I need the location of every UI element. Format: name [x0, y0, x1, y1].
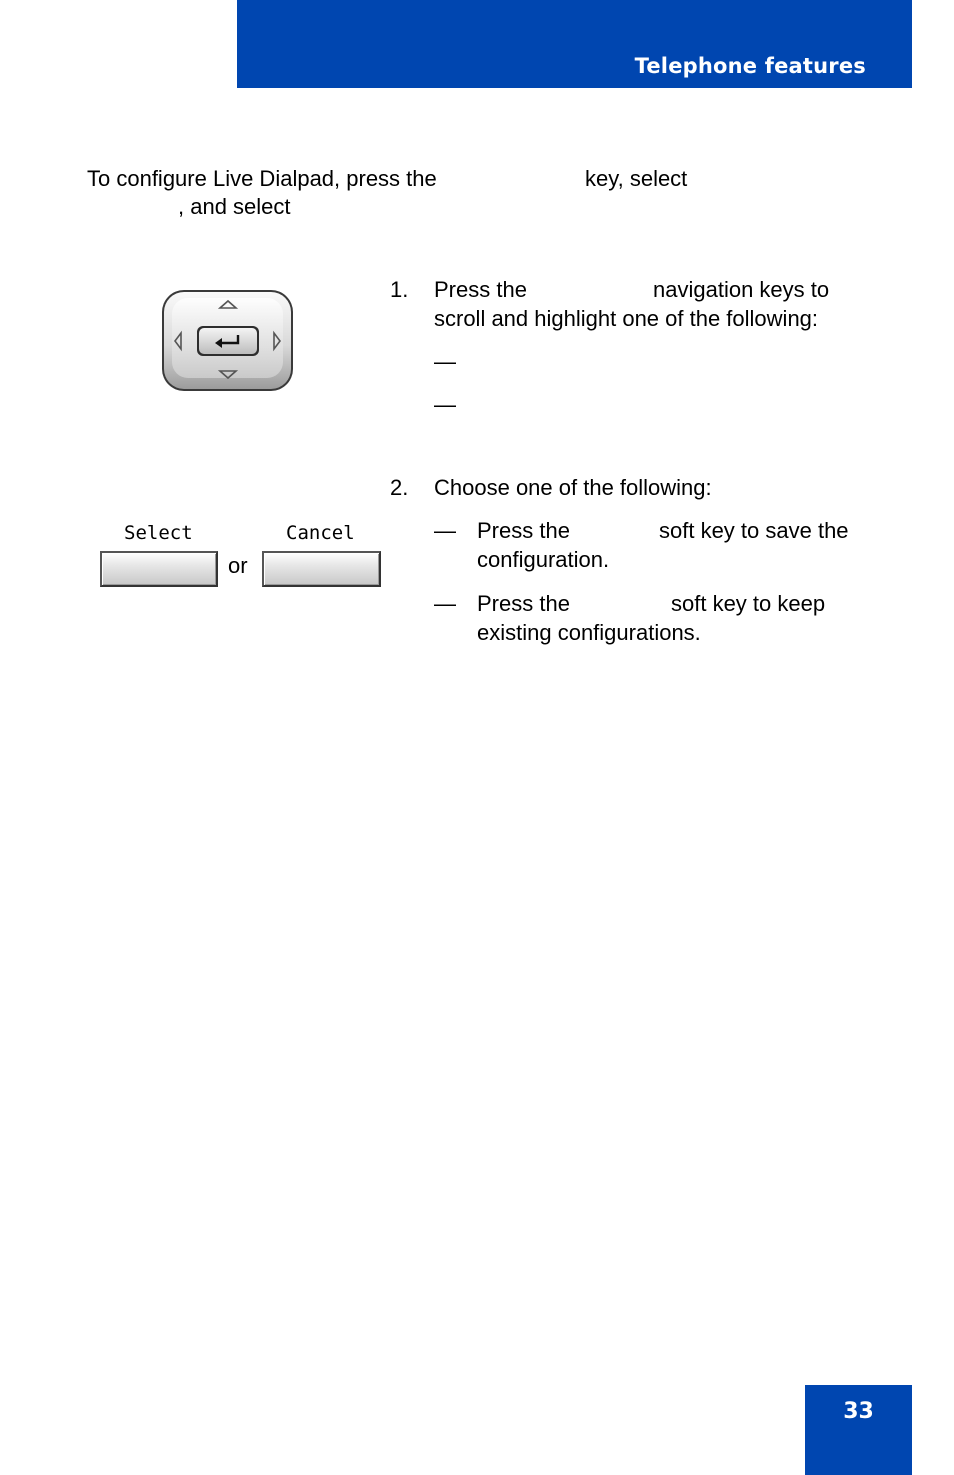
step-2-option-2-text-a: Press the: [477, 591, 570, 616]
step-2-option-1-line2: configuration.: [477, 547, 610, 572]
step-1-option-dash-1: —: [434, 349, 456, 374]
step-2-number: 2.: [390, 475, 409, 500]
intro-line-1a: To configure Live Dialpad, press the: [87, 166, 437, 191]
step-1-number: 1.: [390, 277, 409, 302]
step-1-text-a: Press the: [434, 277, 527, 302]
intro-line-2: , and select: [178, 194, 291, 219]
or-text: or: [228, 553, 248, 578]
cancel-softkey-label: Cancel: [286, 522, 355, 544]
step-1-text-b: navigation keys to: [653, 277, 830, 302]
step-2-option-1-dash: —: [434, 518, 456, 543]
step-1-option-dash-2: —: [434, 392, 456, 417]
header-title: Telephone features: [634, 54, 866, 78]
page-number: 33: [843, 1399, 874, 1424]
step-2-option-2-dash: —: [434, 591, 456, 616]
select-softkey-button[interactable]: [100, 551, 218, 587]
intro-line-1b: key, select: [585, 166, 688, 191]
navigation-key-cluster-icon: [160, 288, 296, 394]
step-2-option-1-text-b: soft key to save the: [659, 518, 849, 543]
cancel-softkey-button[interactable]: [262, 551, 381, 587]
step-2-option-2-line2: existing configurations.: [477, 620, 701, 645]
step-2-text: Choose one of the following:: [434, 475, 712, 500]
step-2-option-1-text-a: Press the: [477, 518, 570, 543]
header-bar: [237, 0, 912, 88]
step-1-text-line2: scroll and highlight one of the following:: [434, 306, 819, 331]
step-2-option-2-text-b: soft key to keep: [671, 591, 826, 616]
select-softkey-label: Select: [124, 522, 193, 544]
page-number-box: [805, 1385, 912, 1475]
